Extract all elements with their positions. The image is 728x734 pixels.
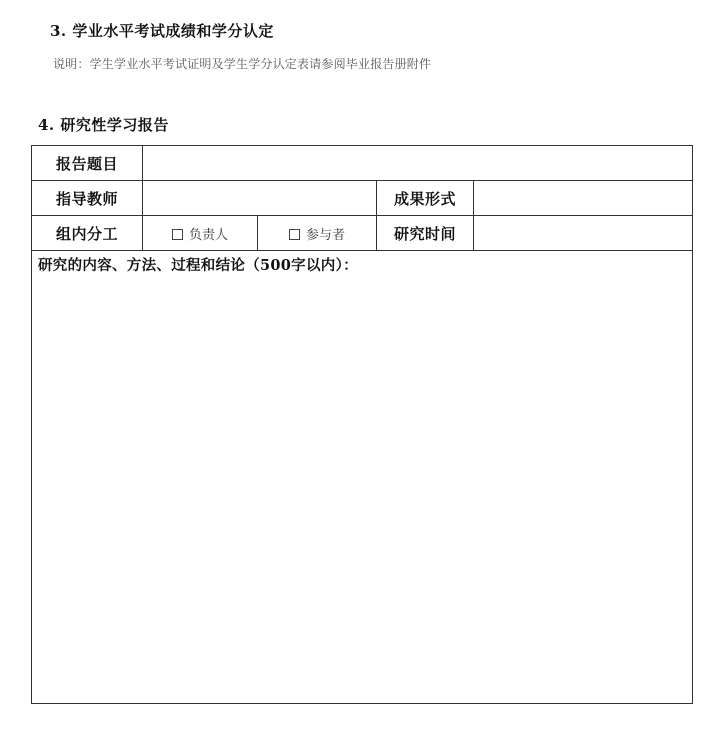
table-row-advisor xyxy=(32,181,693,216)
participant-checkbox[interactable] xyxy=(289,229,300,240)
division-label: 组内分工 xyxy=(32,216,143,251)
research-report-table xyxy=(31,145,693,704)
result-form-label: 成果形式 xyxy=(377,181,474,216)
content-area[interactable] xyxy=(32,251,693,704)
option-leader[interactable] xyxy=(143,216,258,251)
report-title-field[interactable] xyxy=(143,146,693,181)
advisor-field[interactable] xyxy=(143,181,377,216)
report-title-label: 报告题目 xyxy=(32,146,143,181)
table-row-report-title xyxy=(32,146,693,181)
research-time-field[interactable] xyxy=(474,216,693,251)
table-row-division xyxy=(32,216,693,251)
advisor-label: 指导教师 xyxy=(32,181,143,216)
section-3-note: 说明：学生学业水平考试证明及学生学分认定表请参阅毕业报告册附件 xyxy=(53,57,432,71)
leader-checkbox[interactable] xyxy=(172,229,183,240)
section-3-title: 3. 学业水平考试成绩和学分认定 xyxy=(50,22,274,40)
option-participant[interactable] xyxy=(258,216,377,251)
table-row-content xyxy=(32,251,693,704)
option-participant-label: 参与者 xyxy=(305,227,345,243)
option-leader-label: 负责人 xyxy=(188,227,228,243)
content-label: 研究的内容、方法、过程和结论（500字以内）： xyxy=(38,257,358,274)
research-time-label: 研究时间 xyxy=(377,216,474,251)
section-4-title: 4. 研究性学习报告 xyxy=(38,116,169,134)
result-form-field[interactable] xyxy=(474,181,693,216)
